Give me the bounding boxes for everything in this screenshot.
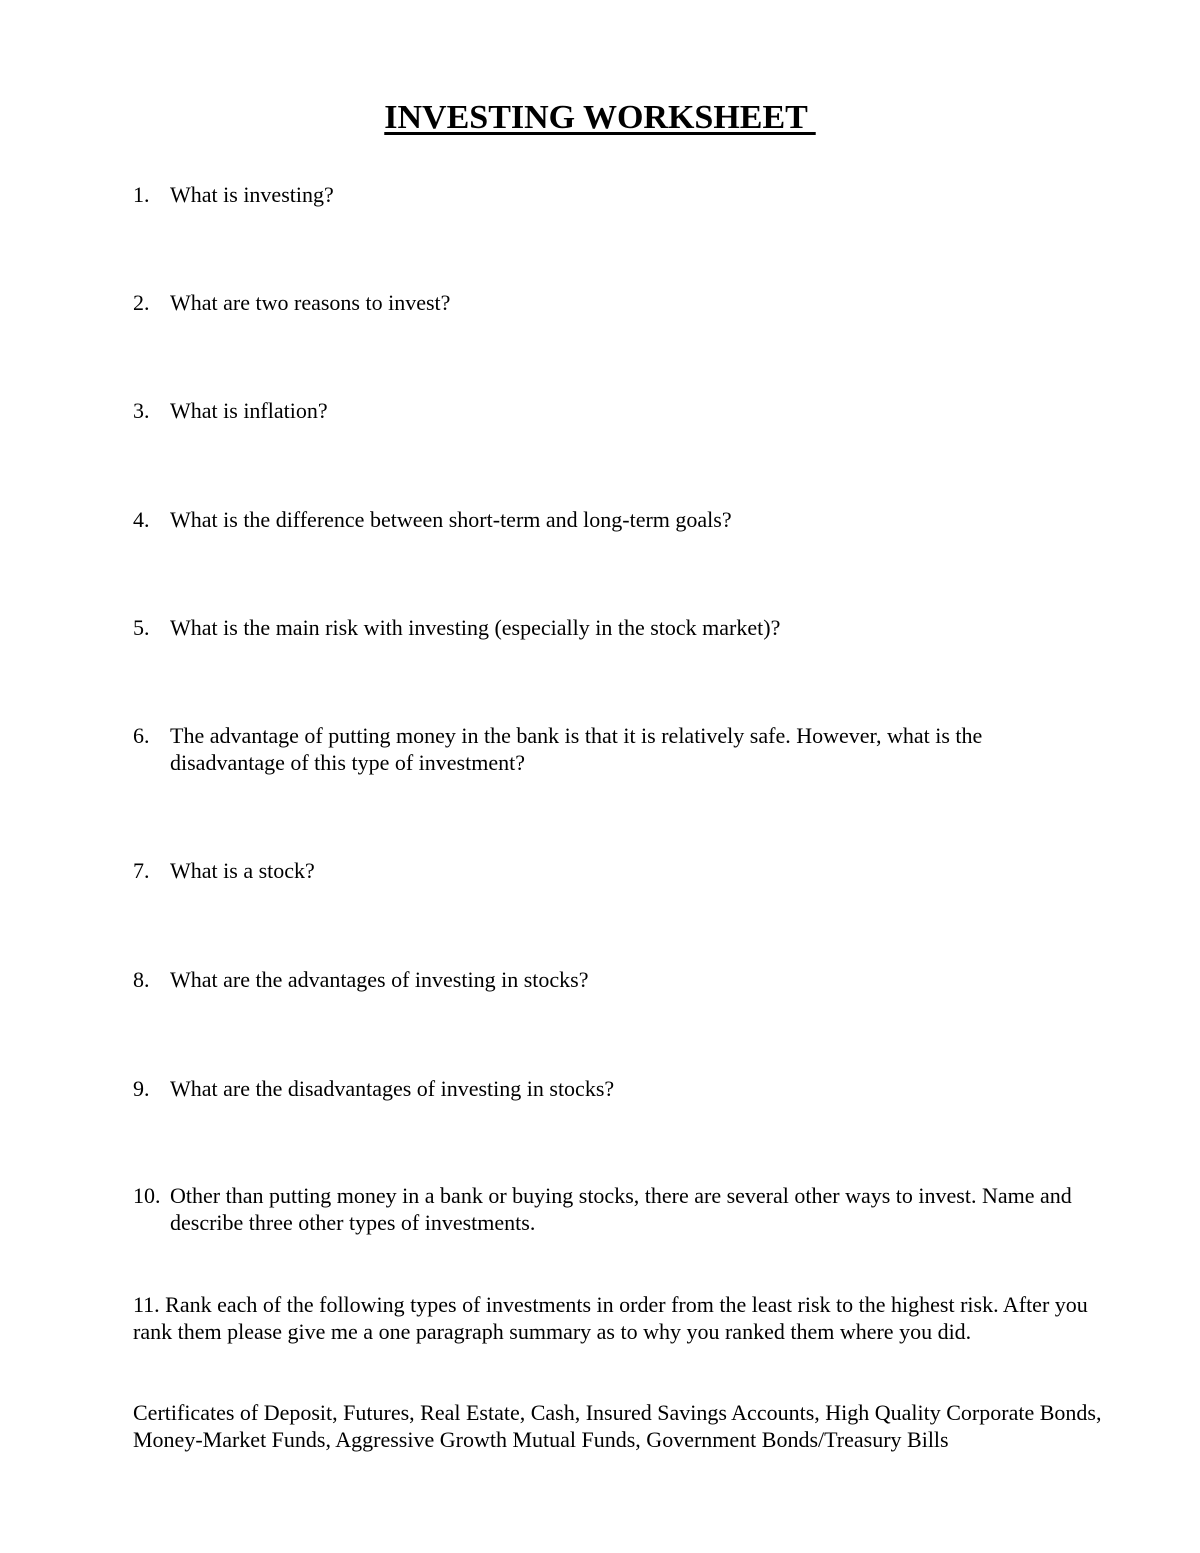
page-title: INVESTING WORKSHEET [384,99,816,136]
question-number: 1. [133,182,150,207]
question-text: Other than putting money in a bank or buying stocks, there are several other ways to invest. Name and describe three other types of investments. [170,1183,1072,1235]
question-text: The advantage of putting money in the bank is that it is relatively safe. However, what is the disadvantage of this type of investment? [170,723,983,775]
investment-types-list: Certificates of Deposit, Futures, Real Estate, Cash, Insured Savings Accounts, High Quality Corporate Bonds, Money-Market Funds, Aggressive Growth Mutual Funds, Government Bonds/Treasury Bills [133,1400,1102,1452]
question-11: 11. Rank each of the following types of investments in order from the least risk to the highest risk. After you rank them please give me a one paragraph summary as to why you ranked them where you did. [133,1292,1088,1344]
question-number: 9. [133,1076,150,1101]
question-text: What are two reasons to invest? [170,290,451,315]
question-6 [133,722,1053,776]
question-number: 8. [133,967,150,992]
question-number: 6. [133,723,150,748]
question-number: 2. [133,290,150,315]
question-text: What is inflation? [170,398,328,423]
question-9 [133,1075,1113,1102]
question-7 [133,857,1113,884]
question-3 [133,397,1113,424]
question-number: 3. [133,398,150,423]
question-text: What is investing? [170,182,334,207]
question-text: What is the difference between short-term and long-term goals? [170,507,732,532]
question-text: What is a stock? [170,858,315,883]
question-4 [133,506,1113,533]
question-number: 4. [133,507,150,532]
question-text: What are the disadvantages of investing in stocks? [170,1076,615,1101]
question-10 [133,1182,1113,1236]
question-8 [133,966,1113,993]
question-number: 5. [133,615,150,640]
question-number: 10. [133,1183,161,1208]
question-number: 7. [133,858,150,883]
question-1 [133,181,1113,208]
question-2 [133,289,1113,316]
question-text: What are the advantages of investing in stocks? [170,967,589,992]
question-5 [133,614,1113,641]
question-text: What is the main risk with investing (especially in the stock market)? [170,615,781,640]
